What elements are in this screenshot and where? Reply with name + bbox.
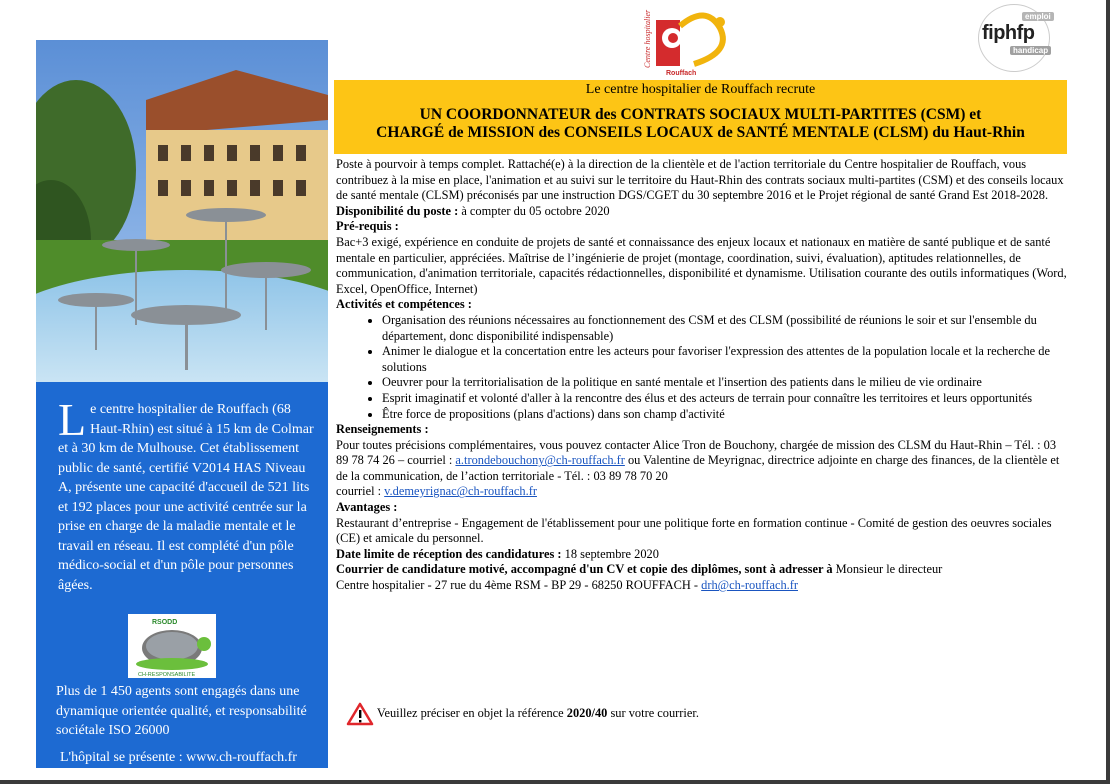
prerequisites-heading: Pré-requis : [336, 219, 399, 234]
fiphfp-name: fiphfp [982, 22, 1035, 44]
job-title-line-2: CHARGÉ de MISSION des CONSEILS LOCAUX de SANTÉ MENTALE (CLSM) du Haut-Rhin [376, 124, 1025, 141]
activities-list [336, 313, 1070, 422]
job-title [334, 106, 1067, 142]
email-link-demeyrignac[interactable]: v.demeyrignac@ch-rouffach.fr [384, 484, 537, 499]
hospital-description [58, 394, 320, 595]
contacts-text-part-2: ou Valentine de Meyrignac, directrice adjointe en charge des finances, de la clientèle et de la communication, de l’action territoriale - Tél. : 03 89 78 70 20 [336, 453, 1060, 483]
reference-number: 2020/40 [566, 705, 608, 720]
availability-value: à compter du 05 octobre 2020 [458, 203, 610, 218]
deadline [336, 547, 1070, 563]
reference-warning [346, 702, 699, 726]
prerequisites-text: Bac+3 exigé, expérience en conduite de projets de santé et connaissance des enjeux locaux et nationaux en matière de santé publique et de santé mentale en particulier, appréciées. Maîtrise de l’ingénierie de projet (montage, coordination, suivi, évaluation), aptitudes relationnelles, de communication, d'animation territoriale, capacités rédactionnelles, disponibilité et dynamisme. Utilisation courante des outils informatiques (Word, Excel, OpenOffice, Internet) [336, 234, 1067, 296]
activities-heading: Activités et compétences : [336, 297, 472, 312]
website-text: L'hôpital se présente : www.ch-rouffach.fr [60, 750, 297, 765]
fiphfp-logo [978, 4, 1050, 70]
job-title-line-1: UN COORDONNATEUR des CONTRATS SOCIAUX MULTI-PARTITES (CSM) et [419, 106, 982, 123]
benefits-text: Restaurant d’entreprise - Engagement de l'établissement pour une politique forte en formation continue - Comité de gestion des oeuvres sociales (CE) et amicale du personnel. [336, 515, 1052, 546]
warning-icon [346, 702, 374, 726]
application-recipient: Monsieur le directeur [832, 562, 943, 577]
dropcap-letter: L [58, 394, 87, 445]
hospital-description-text: e centre hospitalier de Rouffach (68 Haut-Rhin) est situé à 15 km de Colmar et à 30 km de Mulhouse. Cet établissement public de santé, certifié V2014 HAS Niveau A, présente une capacité d'accueil de 521 lits et 192 places pour une activité centrée sur la prise en charge de la maladie mentale et le travail en réseau. Il est complété d'un pôle médico-social et d'un pôle pour personnes âgées. [58, 402, 314, 593]
contacts-text [336, 438, 1070, 500]
deadline-value: 18 septembre 2020 [561, 546, 659, 561]
window-border-bottom [0, 780, 1110, 784]
contacts-heading: Renseignements : [336, 422, 429, 437]
rsodd-bottom-text: CH-RESPONSABILITE [138, 672, 196, 678]
warning-text-1: Veuillez préciser en objet la référence [376, 705, 567, 720]
rsodd-logo [128, 614, 216, 678]
warning-text-2: sur votre courrier. [607, 705, 699, 720]
rsodd-top-text: RSODD [152, 619, 178, 626]
hospital-photo [36, 40, 328, 382]
list-item: • Esprit imaginatif et volonté d'aller à la rencontre des élus et des acteurs de terrain pour connaître les territoires et leurs opportunités [382, 391, 1070, 407]
job-description [336, 157, 1070, 594]
contacts-text-part-3: courriel : [336, 484, 385, 499]
fiphfp-bottom-text: handicap [1010, 46, 1051, 55]
list-item: • Oeuvrer pour la territorialisation de la politique en santé mentale et l'insertion des patients dans le milieu de vie ordinaire [382, 375, 1070, 391]
logo-vertical-text: Centre hospitalier [643, 9, 652, 68]
postal-address: Centre hospitalier - 27 rue du 4ème RSM - BP 29 - 68250 ROUFFACH - [336, 578, 702, 593]
recruiting-line: Le centre hospitalier de Rouffach recrute [585, 82, 816, 97]
intro-paragraph: Poste à pourvoir à temps complet. Rattaché(e) à la direction de la clientèle et de l'action territoriale du Centre hospitalier de Rouffach, vous contribuez à la mise en place, l'animation et au suivi sur le territoire du Haut-Rhin des contrats sociaux multi-partites (CSM) et des conseils locaux de santé mentale (CLSM) préconisés par une instruction DGS/CGET du 30 septembre 2016 et le Projet régional de santé Grand Est 2018-2028. [336, 157, 1064, 203]
application-instructions [336, 562, 1070, 593]
logo-label: Rouffach [666, 70, 697, 77]
deadline-label: Date limite de réception des candidatures : [336, 546, 562, 561]
list-item: • Animer le dialogue et la concertation entre les acteurs pour favoriser l'expression des attentes de la population locale et la recherche de solutions [382, 344, 1070, 375]
contacts-text-part-1: Pour toutes précisions complémentaires, vous pouvez contacter Alice Tron de Bouchony, chargée de mission des CLSM du Haut-Rhin – Tél. : 03 89 78 74 26 – courriel : [336, 437, 1057, 468]
list-item: • Être force de propositions (plans d'actions) dans son champ d'activité [382, 407, 1070, 423]
availability [336, 204, 1070, 220]
list-item: • Organisation des réunions nécessaires au fonctionnement des CSM et des CLSM (possibilité de réunions le soir et sur l'ensemble du département, donc disponibilité indispensable) [382, 313, 1070, 344]
email-link-drh[interactable]: drh@ch-rouffach.fr [701, 578, 798, 593]
window-border-right [1106, 0, 1110, 784]
application-label: Courrier de candidature motivé, accompagné d'un CV et copie des diplômes, sont à adresser à [336, 562, 833, 577]
job-title-banner [334, 80, 1067, 154]
agents-text: Plus de 1 450 agents sont engagés dans une dynamique orientée qualité, et responsabilité sociétale ISO 26000 [56, 684, 307, 738]
ch-rouffach-logo [636, 8, 738, 78]
benefits-heading: Avantages : [336, 500, 398, 515]
availability-label: Disponibilité du poste : [336, 203, 459, 218]
hospital-info-panel [36, 382, 328, 768]
fiphfp-top-text: emploi [1022, 12, 1054, 21]
email-link-trondebouchony[interactable]: a.trondebouchony@ch-rouffach.fr [455, 453, 625, 468]
